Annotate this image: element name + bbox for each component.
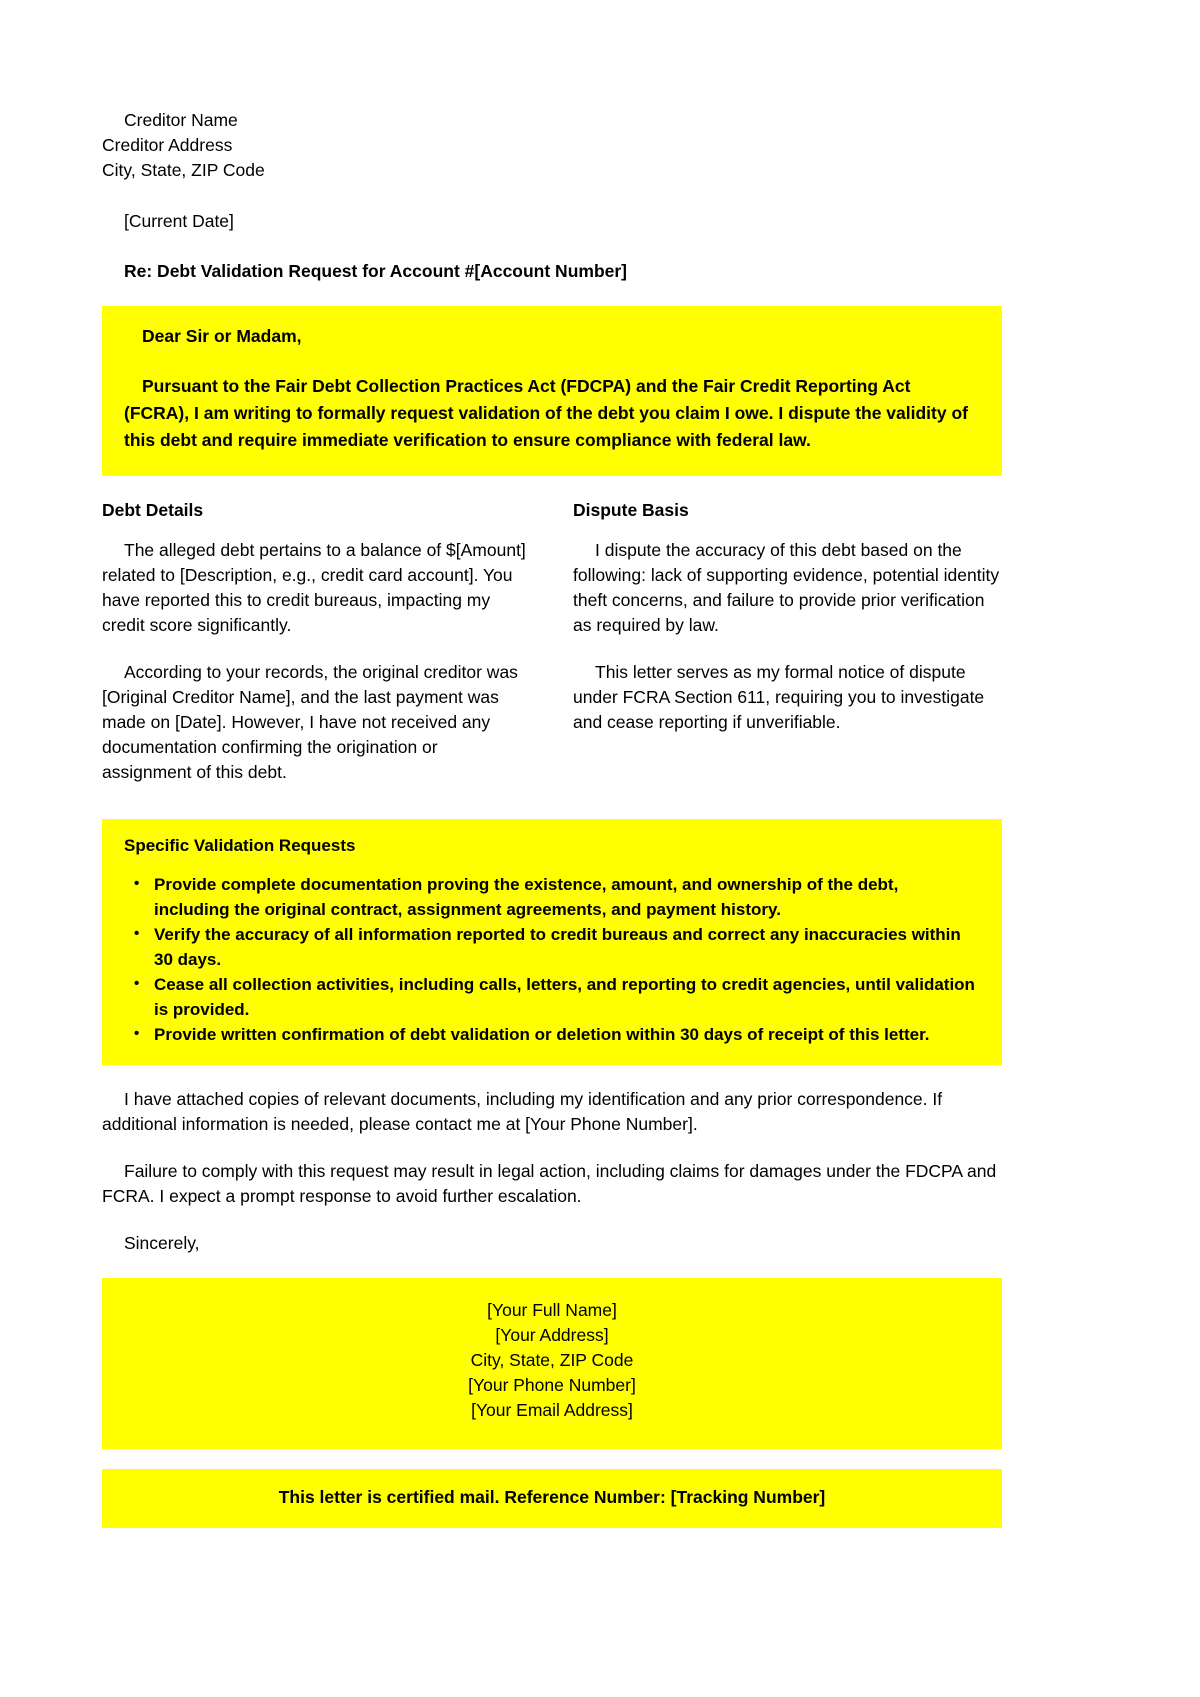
list-item: • Verify the accuracy of all information reported to credit bureaus and correct any inaccuracies within 30 days.: [154, 922, 978, 972]
signer-city-state-zip: City, State, ZIP Code: [470, 1350, 634, 1370]
closing-section: [102, 1087, 1002, 1256]
dispute-basis-paragraph-2: This letter serves as my formal notice of dispute under FCRA Section 611, requiring you to investigate and cease reporting if unverifiable.: [573, 662, 985, 732]
list-item: • Provide complete documentation proving the existence, amount, and ownership of the debt, including the original contract, assignment agreements, and payment history.: [154, 872, 978, 922]
list-item: • Provide written confirmation of debt validation or deletion within 30 days of receipt of this letter.: [154, 1022, 978, 1047]
closing-paragraph-2: Failure to comply with this request may result in legal action, including claims for damages under the FDCPA and FCRA. I expect a prompt response to avoid further escalation.: [102, 1161, 997, 1206]
dispute-basis-heading: Dispute Basis: [573, 500, 689, 520]
certified-mail-notice: This letter is certified mail. Reference Number: [Tracking Number]: [278, 1487, 826, 1507]
subject-line: Re: Debt Validation Request for Account #[Account Number]: [124, 261, 628, 281]
highlighted-requests-block: [102, 819, 1002, 1065]
signer-phone: [Your Phone Number]: [468, 1375, 636, 1395]
salutation: Dear Sir or Madam,: [142, 326, 302, 346]
intro-paragraph: Pursuant to the Fair Debt Collection Practices Act (FDCPA) and the Fair Credit Reporting Act (FCRA), I am writing to formally request validation of the debt you claim I owe. I dispute the validity of this debt and require immediate verification to ensure compliance with federal law.: [124, 376, 968, 450]
creditor-name: Creditor Name: [124, 110, 238, 130]
two-column-section: [102, 498, 1002, 785]
debt-details-heading: Debt Details: [102, 500, 204, 520]
list-item: • Cease all collection activities, including calls, letters, and reporting to credit agencies, until validation is provided.: [154, 972, 978, 1022]
date-line: [Current Date]: [124, 211, 234, 231]
dispute-basis-paragraph-1: I dispute the accuracy of this debt based on the following: lack of supporting evidence, potential identity theft concerns, and failure to provide prior verification as required by law.: [573, 540, 1000, 635]
creditor-city-state-zip: City, State, ZIP Code: [102, 160, 265, 180]
debt-details-paragraph-1: The alleged debt pertains to a balance of $[Amount] related to [Description, e.g., credit card account]. You have reported this to credit bureaus, impacting my credit score significantly.: [102, 540, 526, 635]
debt-details-paragraph-2: According to your records, the original creditor was [Original Creditor Name], and the last payment was made on [Date]. However, I have not received any documentation confirming the origination or assignment of this debt.: [102, 662, 518, 782]
requests-list: [112, 872, 978, 1047]
signer-address: [Your Address]: [495, 1325, 609, 1345]
requests-heading: Specific Validation Requests: [124, 836, 356, 855]
signer-full-name: [Your Full Name]: [487, 1300, 617, 1320]
dispute-basis-column: [573, 498, 1002, 785]
creditor-address: Creditor Address: [102, 135, 233, 155]
sign-off: Sincerely,: [124, 1233, 200, 1253]
closing-paragraph-1: I have attached copies of relevant documents, including my identification and any prior correspondence. If additional information is needed, please contact me at [Your Phone Number].: [102, 1089, 943, 1134]
highlighted-certified-mail-footer: [102, 1469, 1002, 1528]
highlighted-signature-block: [102, 1278, 1002, 1449]
recipient-address-block: [102, 108, 1002, 183]
highlighted-intro-block: [102, 306, 1002, 476]
debt-details-column: [102, 498, 531, 785]
signer-email: [Your Email Address]: [471, 1400, 633, 1420]
letter-content: [102, 0, 1002, 1528]
